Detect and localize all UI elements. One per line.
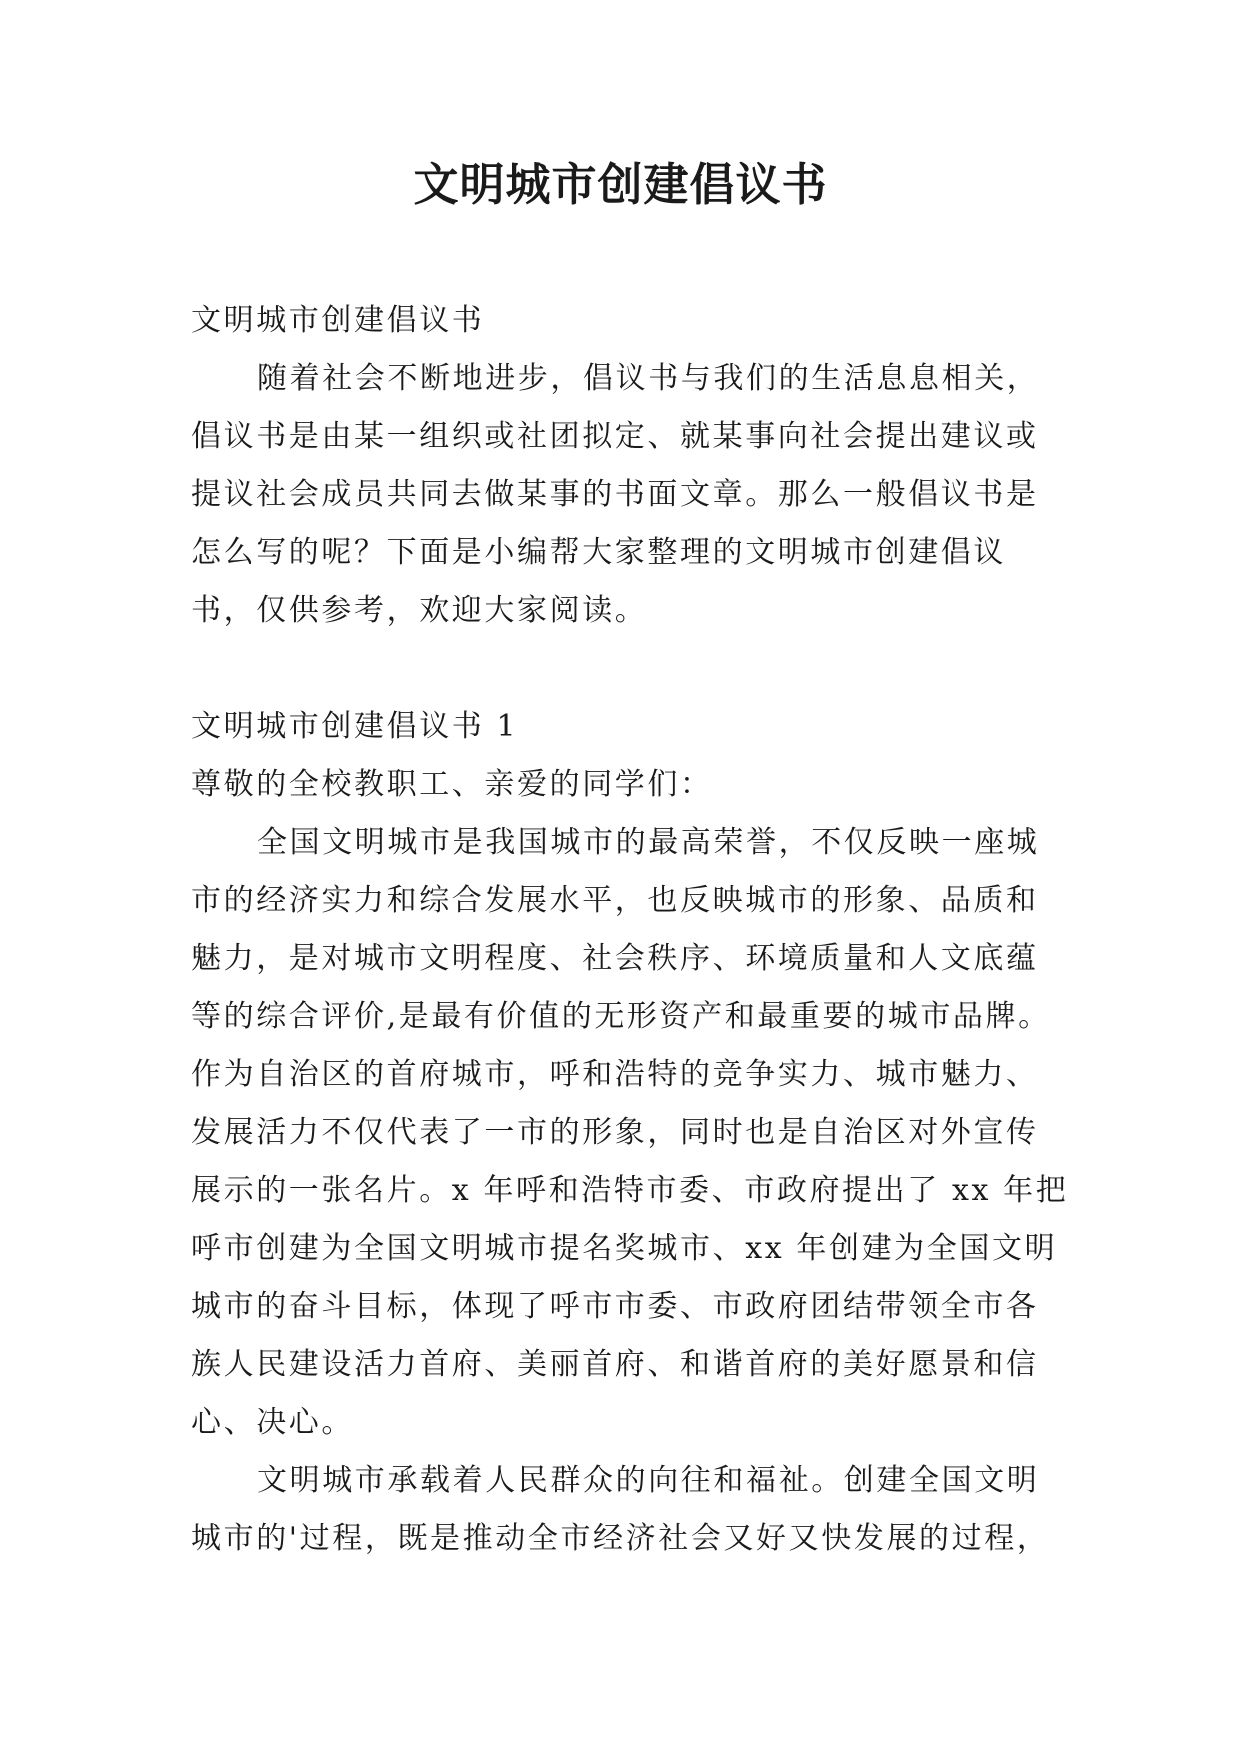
paragraph-line: 城市的'过程，既是推动全市经济社会又好又快发展的过程， [191, 1521, 1050, 1556]
paragraph-line: 呼市创建为全国文明城市提名奖城市、xx 年创建为全国文明 [191, 1231, 1058, 1266]
paragraph-line: 发展活力不仅代表了一市的形象，同时也是自治区对外宣传 [191, 1115, 1039, 1150]
salutation: 尊敬的全校教职工、亲爱的同学们： [191, 767, 713, 802]
paragraph-line: 魅力，是对城市文明程度、社会秩序、环境质量和人文底蕴 [191, 941, 1039, 976]
intro-line: 倡议书是由某一组织或社团拟定、就某事向社会提出建议或 [191, 419, 1039, 454]
intro-line: 随着社会不断地进步，倡议书与我们的生活息息相关， [257, 361, 1040, 396]
paragraph-line: 族人民建设活力首府、美丽首府、和谐首府的美好愿景和信 [191, 1347, 1039, 1382]
intro-line: 书，仅供参考，欢迎大家阅读。 [191, 593, 648, 628]
intro-line: 怎么写的呢？下面是小编帮大家整理的文明城市创建倡议 [191, 535, 1006, 570]
paragraph-line: 文明城市承载着人民群众的向往和福祉。创建全国文明 [257, 1463, 1040, 1498]
paragraph-line: 等的综合评价,是最有价值的无形资产和最重要的城市品牌。 [191, 999, 1051, 1034]
document-body [191, 292, 1069, 1568]
document-subtitle: 文明城市创建倡议书 [191, 303, 485, 338]
paragraph-line: 作为自治区的首府城市，呼和浩特的竞争实力、城市魅力、 [191, 1057, 1039, 1092]
section-heading: 文明城市创建倡议书 1 [191, 709, 519, 744]
paragraph-line: 心、决心。 [191, 1405, 354, 1440]
document-title: 文明城市创建倡议书 [413, 158, 828, 211]
paragraph-line: 展示的一张名片。x 年呼和浩特市委、市政府提出了 xx 年把 [191, 1173, 1069, 1208]
paragraph-line: 城市的奋斗目标，体现了呼市市委、市政府团结带领全市各 [191, 1289, 1039, 1324]
paragraph-line: 市的经济实力和综合发展水平，也反映城市的形象、品质和 [191, 883, 1039, 918]
paragraph-gap [191, 640, 1061, 698]
intro-line: 提议社会成员共同去做某事的书面文章。那么一般倡议书是 [191, 477, 1039, 512]
paragraph-line: 全国文明城市是我国城市的最高荣誉，不仅反映一座城 [257, 825, 1040, 860]
